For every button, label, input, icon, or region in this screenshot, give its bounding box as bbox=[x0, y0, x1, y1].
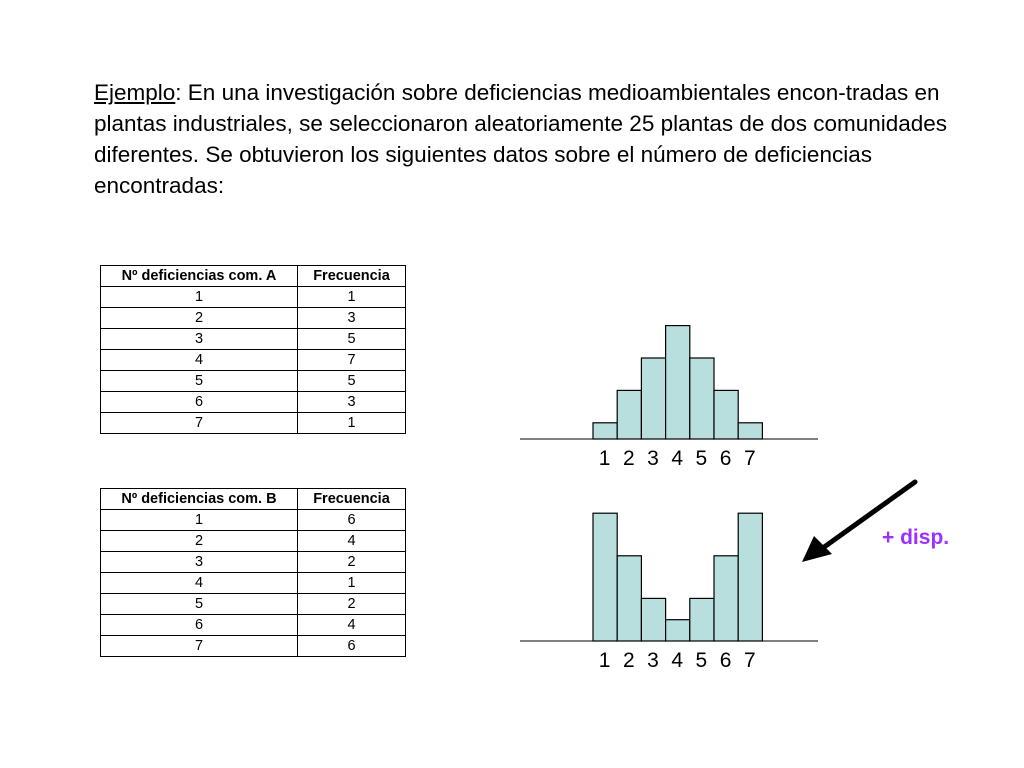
table-cell: 1 bbox=[101, 287, 298, 308]
table-cell: 7 bbox=[101, 413, 298, 434]
intro-text: : En una investigación sobre deficiencias medioambientales encon-tradas en plantas industriales, se seleccionaron aleatoriamente 25 plantas de dos comunidades diferentes. Se obtuvieron los siguientes datos sobre el número de deficiencias encontradas: bbox=[94, 80, 948, 198]
bar bbox=[714, 390, 738, 439]
tick-label: 1 bbox=[598, 447, 611, 470]
bar bbox=[690, 598, 714, 641]
table-cell: 6 bbox=[298, 636, 406, 657]
table-row bbox=[101, 594, 406, 615]
table-row bbox=[101, 413, 406, 434]
tick-label: 4 bbox=[671, 447, 684, 470]
intro-lead: Ejemplo bbox=[94, 80, 176, 105]
table-cell: 3 bbox=[101, 329, 298, 350]
bar bbox=[690, 358, 714, 439]
table-cell: 5 bbox=[298, 329, 406, 350]
table-cell: 6 bbox=[298, 510, 406, 531]
bar bbox=[593, 423, 617, 439]
table-row bbox=[101, 350, 406, 371]
bar bbox=[641, 358, 665, 439]
table-row bbox=[101, 287, 406, 308]
tick-label: 6 bbox=[719, 649, 732, 672]
table-cell: 7 bbox=[298, 350, 406, 371]
bar bbox=[617, 556, 641, 641]
table-cell: 5 bbox=[298, 371, 406, 392]
arrow-icon bbox=[790, 470, 930, 570]
table-cell: 1 bbox=[298, 573, 406, 594]
table-row bbox=[101, 308, 406, 329]
tick-label: 2 bbox=[622, 447, 635, 470]
table-cell: 4 bbox=[298, 531, 406, 552]
histogram-b bbox=[515, 500, 825, 690]
table-row bbox=[101, 392, 406, 413]
histogram-a bbox=[515, 280, 825, 470]
table-cell: 2 bbox=[298, 552, 406, 573]
tick-label: 3 bbox=[647, 447, 659, 470]
tick-label: 5 bbox=[695, 649, 708, 672]
table-row bbox=[101, 531, 406, 552]
table-cell: 3 bbox=[298, 392, 406, 413]
intro-paragraph bbox=[94, 77, 974, 201]
table-cell: 2 bbox=[298, 594, 406, 615]
bar bbox=[617, 390, 641, 439]
table-row bbox=[101, 371, 406, 392]
table-row bbox=[101, 510, 406, 531]
table-row bbox=[101, 573, 406, 594]
column-header: Nº deficiencias com. A bbox=[101, 266, 298, 287]
table-cell: 4 bbox=[101, 350, 298, 371]
tick-label: 3 bbox=[647, 649, 659, 672]
table-cell: 6 bbox=[101, 615, 298, 636]
table-cell: 6 bbox=[101, 392, 298, 413]
table-cell: 3 bbox=[101, 552, 298, 573]
table-cell: 1 bbox=[101, 510, 298, 531]
tick-label: 7 bbox=[743, 447, 756, 470]
table-cell: 1 bbox=[298, 287, 406, 308]
bar bbox=[738, 513, 762, 641]
frequency-table-b bbox=[100, 488, 406, 657]
table-cell: 2 bbox=[101, 531, 298, 552]
table-cell: 7 bbox=[101, 636, 298, 657]
table-header-row bbox=[101, 266, 406, 287]
table-cell: 4 bbox=[101, 573, 298, 594]
table-header-row bbox=[101, 489, 406, 510]
tick-label: 2 bbox=[622, 649, 635, 672]
bar bbox=[738, 423, 762, 439]
column-header: Frecuencia bbox=[298, 489, 406, 510]
table-row bbox=[101, 329, 406, 350]
table-row bbox=[101, 552, 406, 573]
table-cell: 3 bbox=[298, 308, 406, 329]
table-row bbox=[101, 636, 406, 657]
table-cell: 4 bbox=[298, 615, 406, 636]
table-cell: 1 bbox=[298, 413, 406, 434]
bar bbox=[666, 326, 690, 439]
table-cell: 2 bbox=[101, 308, 298, 329]
table-row bbox=[101, 615, 406, 636]
tick-label: 7 bbox=[743, 649, 756, 672]
table-cell: 5 bbox=[101, 371, 298, 392]
dispersion-label: + disp. bbox=[882, 526, 950, 549]
frequency-table-a bbox=[100, 265, 406, 434]
tick-label: 5 bbox=[695, 447, 708, 470]
column-header: Nº deficiencias com. B bbox=[101, 489, 298, 510]
bar bbox=[714, 556, 738, 641]
tick-label: 4 bbox=[671, 649, 684, 672]
column-header: Frecuencia bbox=[298, 266, 406, 287]
table-cell: 5 bbox=[101, 594, 298, 615]
tick-label: 1 bbox=[598, 649, 611, 672]
bar bbox=[666, 620, 690, 641]
tick-label: 6 bbox=[719, 447, 732, 470]
bar bbox=[641, 598, 665, 641]
bar bbox=[593, 513, 617, 641]
